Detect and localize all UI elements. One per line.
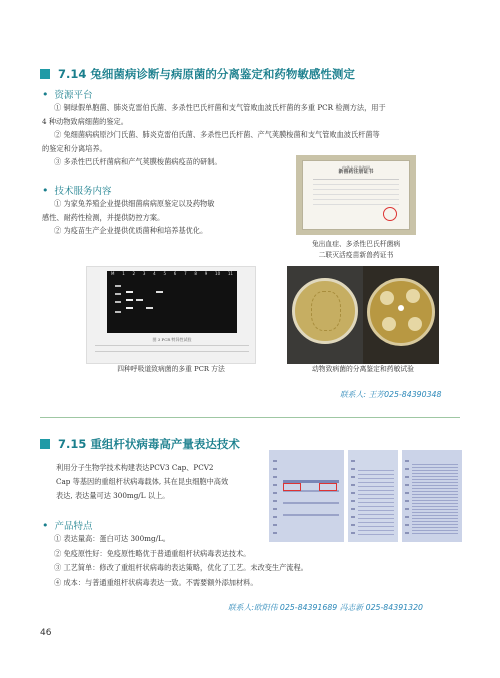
- highlight-box: [283, 483, 301, 491]
- text-line: ④ 成本：与普通重组杆状病毒表达一致。不需要额外添加材料。: [54, 577, 258, 587]
- bullet-dot-icon: •: [42, 183, 49, 197]
- lane-number: 3: [142, 271, 146, 276]
- section-title: 7.15 重组杆状病毒高产量表达技术: [58, 437, 240, 451]
- contact-info-7-15: 联系人:欧阳伟 025-84391689 冯志新 025-84391320: [228, 603, 423, 612]
- caption-line: 兔出血症、多杀性巴氏杆菌病: [311, 240, 401, 248]
- lane-number: 1: [122, 271, 125, 276]
- lane-number: 8: [194, 271, 197, 276]
- text-line: ① 铜绿假单胞菌、肺炎克雷伯氏菌、多杀性巴氏杆菌和支气管败血波氏杆菌的多重 PCR 检测方法，用于: [54, 103, 386, 112]
- text-line: ③ 多杀性巴氏杆菌病和产气荚膜梭菌病疫苗的研制。: [54, 157, 222, 166]
- lane-number: 6: [173, 271, 177, 276]
- lane-number: 5: [163, 271, 167, 276]
- section-square-icon: [40, 439, 50, 449]
- product-features-text: [54, 532, 454, 590]
- subheading-label: 产品特点: [54, 521, 93, 532]
- lane-number: M: [111, 271, 115, 276]
- section-square-icon: [40, 69, 50, 79]
- lane-number: 7: [184, 271, 187, 276]
- gel-figure-label: 图 3 PCR 特异性试验: [152, 337, 192, 342]
- text-line: ② 兔细菌病病原沙门氏菌、肺炎克雷伯氏菌、多杀性巴氏杆菌、产气荚膜梭菌和支气管败血波氏杆菌等: [54, 130, 380, 139]
- certificate-image: [296, 155, 416, 235]
- pcr-gel-caption: 四种呼吸道致病菌的多重 PCR 方法: [117, 365, 225, 373]
- subheading-product-features: [42, 518, 93, 532]
- text-line: 感性、耐药性检测，并提供防控方案。: [42, 212, 165, 222]
- text-line: ① 为家兔养殖企业提供细菌病病原鉴定以及药物敏: [54, 199, 215, 208]
- text-line: 4 种动物致病细菌的鉴定。: [42, 116, 128, 126]
- drug-sensitivity-plate-image: [363, 266, 439, 364]
- subheading-label: 技术服务内容: [54, 186, 112, 197]
- pcr-gel-figure: [86, 266, 256, 364]
- text-line: 利用分子生物学技术构建表达PCV3 Cap、PCV2: [56, 463, 214, 472]
- bullet-dot-icon: •: [42, 87, 49, 101]
- text-line: Cap 等基因的重组杆状病毒载体, 其在昆虫细胞中高效: [56, 477, 229, 486]
- lane-number: 9: [204, 271, 208, 276]
- text-line: 的鉴定和分离培养。: [42, 143, 107, 153]
- subheading-label: 资源平台: [54, 90, 93, 101]
- text-line: ② 为疫苗生产企业提供优质菌种和培养基优化。: [54, 226, 208, 235]
- section-divider: [40, 417, 460, 418]
- section-heading-7-15: [40, 436, 240, 452]
- baculovirus-intro-text: [56, 461, 266, 503]
- caption-line: 二联灭活疫苗新兽药证书: [318, 251, 394, 259]
- gel-lane-numbers: [107, 271, 237, 276]
- lane-number: 4: [153, 271, 156, 276]
- sds-page-gel-image-3: [402, 450, 462, 542]
- text-line: 表达, 表达量可达 300mg/L 以上。: [56, 491, 170, 500]
- contact-info-7-14: 联系人: 王芳025-84390348: [340, 390, 442, 399]
- subheading-resource-platform: [42, 87, 93, 101]
- sds-page-gel-image-1: [269, 450, 344, 542]
- plates-caption: 动物致病菌的分离鉴定和药敏试验: [312, 365, 414, 373]
- highlight-box: [319, 483, 337, 491]
- bullet-dot-icon: •: [42, 518, 49, 532]
- lane-number: 2: [132, 271, 136, 276]
- culture-plate-image: [287, 266, 363, 364]
- text-line: ③ 工艺简单：修改了重组杆状病毒的表达策略，优化了工艺。未改变生产流程。: [54, 563, 308, 572]
- certificate-caption: [290, 239, 422, 261]
- sds-page-gel-image-2: [348, 450, 398, 542]
- gel-image: [107, 271, 237, 333]
- tech-service-text: [42, 197, 292, 238]
- section-heading-7-14: [40, 66, 355, 82]
- certificate-header-line: 中华人民共和国: [342, 165, 370, 170]
- lane-number: 10: [215, 271, 221, 276]
- subheading-tech-service: [42, 183, 112, 197]
- text-line: ① 表达量高：蛋白可达 300mg/L。: [54, 534, 170, 543]
- page-number: 46: [40, 628, 52, 638]
- text-line: ② 免疫原性好：免疫原性略优于普通重组杆状病毒表达技术。: [54, 548, 251, 558]
- section-title: 7.14 兔细菌病诊断与病原菌的分离鉴定和药物敏感性测定: [58, 67, 355, 81]
- certificate-header-line: 新兽药注册证书: [338, 169, 374, 175]
- certificate-seal-icon: [383, 207, 397, 221]
- lane-number: 11: [227, 271, 233, 276]
- certificate-header: [303, 165, 409, 175]
